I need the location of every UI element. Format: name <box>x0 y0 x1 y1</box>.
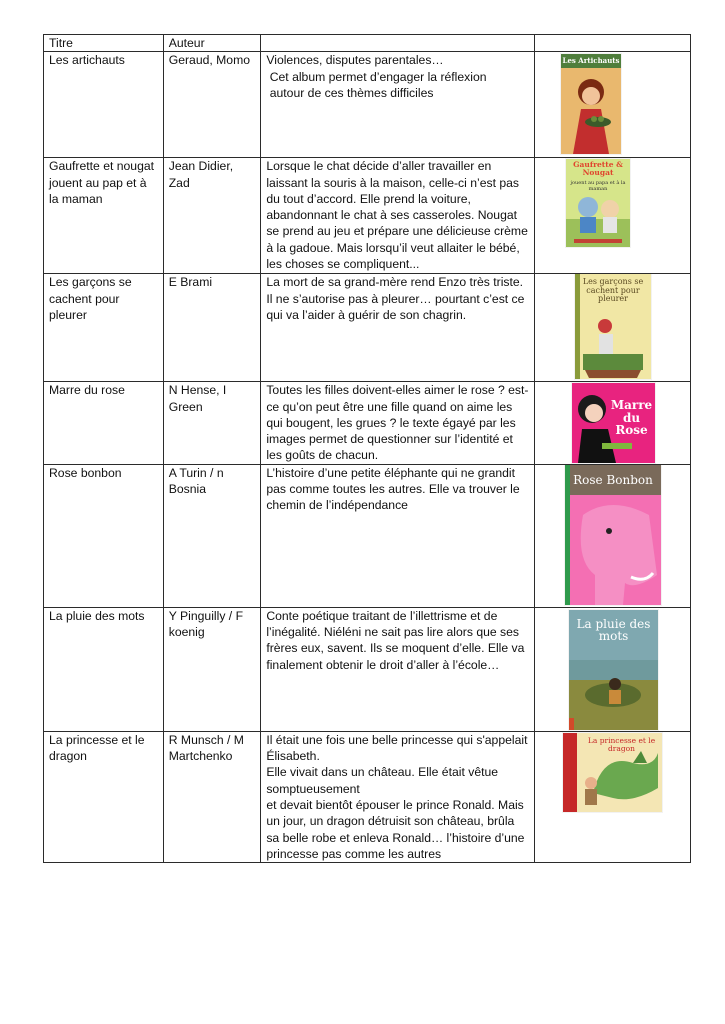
cover-title: La pluie des mots <box>576 616 651 644</box>
book-cover-image <box>565 465 661 605</box>
cover-title: Gaufrette & Nougat <box>573 160 623 178</box>
book-author: Jean Didier, Zad <box>163 158 261 274</box>
header-author: Auteur <box>163 35 261 52</box>
table-row <box>44 158 691 274</box>
cover-title: Les garçons se cachent pour pleurer <box>582 277 644 304</box>
book-list-table <box>43 34 691 863</box>
table-row <box>44 52 691 158</box>
book-cover-image <box>569 610 658 730</box>
book-title: Rose bonbon <box>44 464 164 607</box>
cover-title: Marre du Rose <box>610 398 653 438</box>
table-header-row <box>44 35 691 52</box>
book-description: L’histoire d’une petite éléphante qui ne grandit pas comme toutes les autres. Elle va trouver le chemin de l’indépendance <box>261 464 535 607</box>
cover-subtitle: jouent au papa et à la maman <box>570 180 626 192</box>
book-description: Violences, disputes parentales… Cet album permet d’engager la réflexion autour de ces thèmes difficiles <box>261 52 535 158</box>
book-title: La princesse et le dragon <box>44 731 164 862</box>
book-author: R Munsch / M Martchenko <box>163 731 261 862</box>
book-author: A Turin / n Bosnia <box>163 464 261 607</box>
header-title: Titre <box>44 35 164 52</box>
header-description <box>261 35 535 52</box>
cover-title: Les Artichauts <box>562 56 620 66</box>
book-title: La pluie des mots <box>44 607 164 731</box>
book-cover-image <box>561 54 621 154</box>
book-title: Les artichauts <box>44 52 164 158</box>
book-author: N Hense, I Green <box>163 382 261 464</box>
book-author: Geraud, Momo <box>163 52 261 158</box>
book-description: Il était une fois une belle princesse qui s'appelait Élisabeth. Elle vivait dans un château. Elle était vêtue somptueusement et devait bientôt épouser le prince Ronald. Mais un jour, un dragon détruisit son château, brûla sa belle robe et enleva Ronald… l’histoire d’une princesse pas comme les autres <box>261 731 535 862</box>
book-description: Conte poétique traitant de l’illettrisme et de l’inégalité. Niéléni ne sait pas lire alors que ses frères eux, savent. Ils se moquent d’elle. Elle va finalement obtenir le droit d’aller à l’école… <box>261 607 535 731</box>
book-cover-image <box>575 274 651 379</box>
book-cover-image <box>572 383 655 463</box>
cover-illustration <box>561 54 621 154</box>
cover-title: La princesse et le dragon <box>587 735 656 753</box>
table-row <box>44 274 691 382</box>
book-title: Marre du rose <box>44 382 164 464</box>
header-cover <box>535 35 691 52</box>
cover-title: Rose Bonbon <box>573 472 653 487</box>
table-row <box>44 731 691 862</box>
book-cover-image <box>566 159 630 247</box>
book-author: Y Pinguilly / F koenig <box>163 607 261 731</box>
book-title: Gaufrette et nougat jouent au pap et à la maman <box>44 158 164 274</box>
table-row <box>44 382 691 464</box>
book-description: Lorsque le chat décide d’aller travailler en laissant la souris à la maison, celle-ci n’est pas du tout d’accord. Elle prend la voiture, abandonnant le chat à ses casseroles. Nougat se prend au jeu et prépare une délicieuse crème à la gadoue. Mais lorsqu’il veut allaiter le bébé, les choses se compliquent... <box>261 158 535 274</box>
book-title: Les garçons se cachent pour pleurer <box>44 274 164 382</box>
book-author: E Brami <box>163 274 261 382</box>
book-description: Toutes les filles doivent-elles aimer le rose ? est-ce qu’on peut être une fille quand on aime les qui bougent, les grues ? le texte égayé par les images permet de questionner sur l’identité et les goûts de chacun. <box>261 382 535 464</box>
book-cover-image <box>563 733 662 812</box>
table-row <box>44 464 691 607</box>
book-description: La mort de sa grand-mère rend Enzo très triste. Il ne s’autorise pas à pleurer… pourtant c’est ce qui va l’aider à guérir de son chagrin. <box>261 274 535 382</box>
table-row <box>44 607 691 731</box>
